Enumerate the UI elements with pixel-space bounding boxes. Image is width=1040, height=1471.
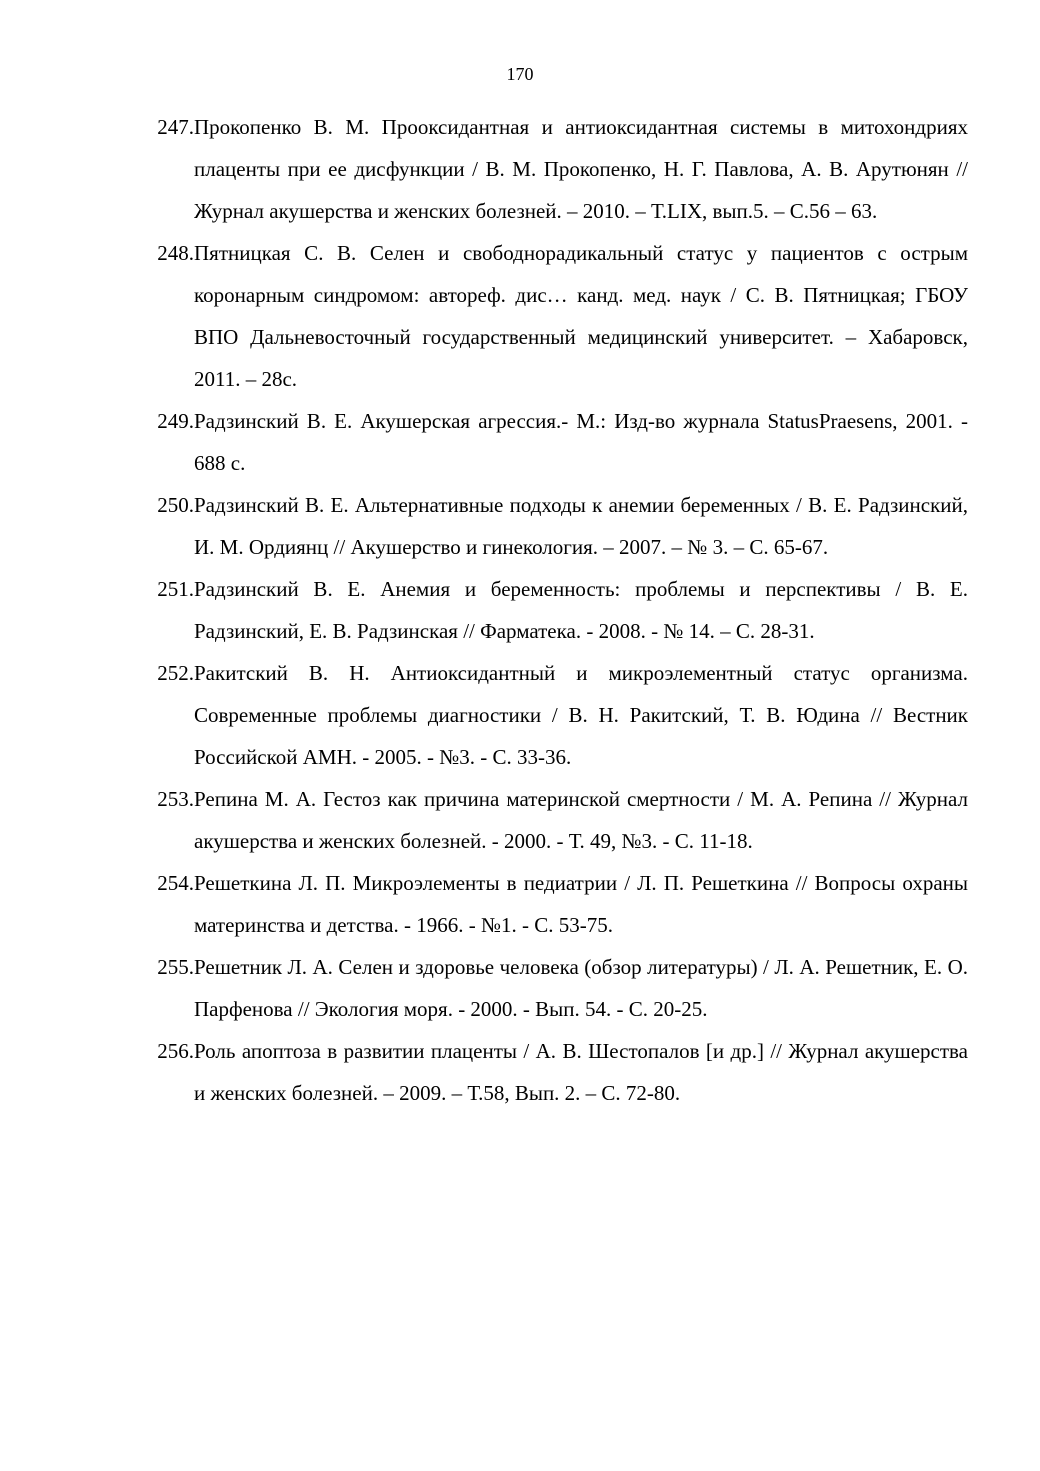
reference-item: [128, 946, 968, 1030]
reference-number: 254.: [157, 871, 194, 895]
reference-text: Решеткина Л. П. Микроэлементы в педиатрии / Л. П. Решеткина // Вопросы охраны материнства и детства. - 1966. - №1. - С. 53-75.: [194, 871, 968, 937]
reference-number: 252.: [157, 661, 194, 685]
reference-item: [128, 484, 968, 568]
reference-number: 247.: [157, 115, 194, 139]
reference-number: 248.: [157, 241, 194, 265]
reference-item: [128, 652, 968, 778]
reference-number: 250.: [157, 493, 194, 517]
reference-text: Роль апоптоза в развитии плаценты / А. В. Шестопалов [и др.] // Журнал акушерства и женских болезней. – 2009. – Т.58, Вып. 2. – С. 72-80.: [194, 1039, 968, 1105]
reference-text: Ракитский В. Н. Антиоксидантный и микроэлементный статус организма. Современные проблемы диагностики / В. Н. Ракитский, Т. В. Юдина // Вестник Российской АМН. - 2005. - №3. - С. 33-36.: [194, 661, 968, 769]
reference-number: 255.: [157, 955, 194, 979]
reference-item: [128, 778, 968, 862]
reference-number: 253.: [157, 787, 194, 811]
reference-item: [128, 232, 968, 400]
reference-number: 256.: [157, 1039, 194, 1063]
reference-text: Прокопенко В. М. Прооксидантная и антиоксидантная системы в митохондриях плаценты при ее дисфункции / В. М. Прокопенко, Н. Г. Павлова, А. В. Арутюнян // Журнал акушерства и женских болезней. – 2010. – Т.LIX, вып.5. – С.56 – 63.: [194, 115, 968, 223]
reference-text: Пятницкая С. В. Селен и свободнорадикальный статус у пациентов с острым коронарным синдромом: автореф. дис… канд. мед. наук / С. В. Пятницкая; ГБОУ ВПО Дальневосточный государственный медицинский университет. – Хабаровск, 2011. – 28с.: [194, 241, 968, 391]
reference-item: [128, 1030, 968, 1114]
reference-item: [128, 400, 968, 484]
reference-item: [128, 568, 968, 652]
reference-text: Радзинский В. Е. Анемия и беременность: проблемы и перспективы / В. Е. Радзинский, Е. В. Радзинская // Фарматека. - 2008. - № 14. – С. 28-31.: [194, 577, 968, 643]
reference-text: Решетник Л. А. Селен и здоровье человека (обзор литературы) / Л. А. Решетник, Е. О. Парфенова // Экология моря. - 2000. - Вып. 54. - С. 20-25.: [194, 955, 968, 1021]
reference-text: Репина М. А. Гестоз как причина материнской смертности / М. А. Репина // Журнал акушерства и женских болезней. - 2000. - Т. 49, №3. - С. 11-18.: [194, 787, 968, 853]
reference-number: 249.: [157, 409, 194, 433]
page-number: 170: [506, 64, 534, 84]
reference-list: [128, 106, 968, 1114]
reference-number: 251.: [157, 577, 194, 601]
reference-text: Радзинский В. Е. Акушерская агрессия.- М.: Изд-во журнала StatusPraesens, 2001. - 688 с.: [194, 409, 968, 475]
reference-item: [128, 862, 968, 946]
reference-text: Радзинский В. Е. Альтернативные подходы к анемии беременных / В. Е. Радзинский, И. М. Ордиянц // Акушерство и гинекология. – 2007. – № 3. – С. 65-67.: [194, 493, 968, 559]
reference-item: [128, 106, 968, 232]
